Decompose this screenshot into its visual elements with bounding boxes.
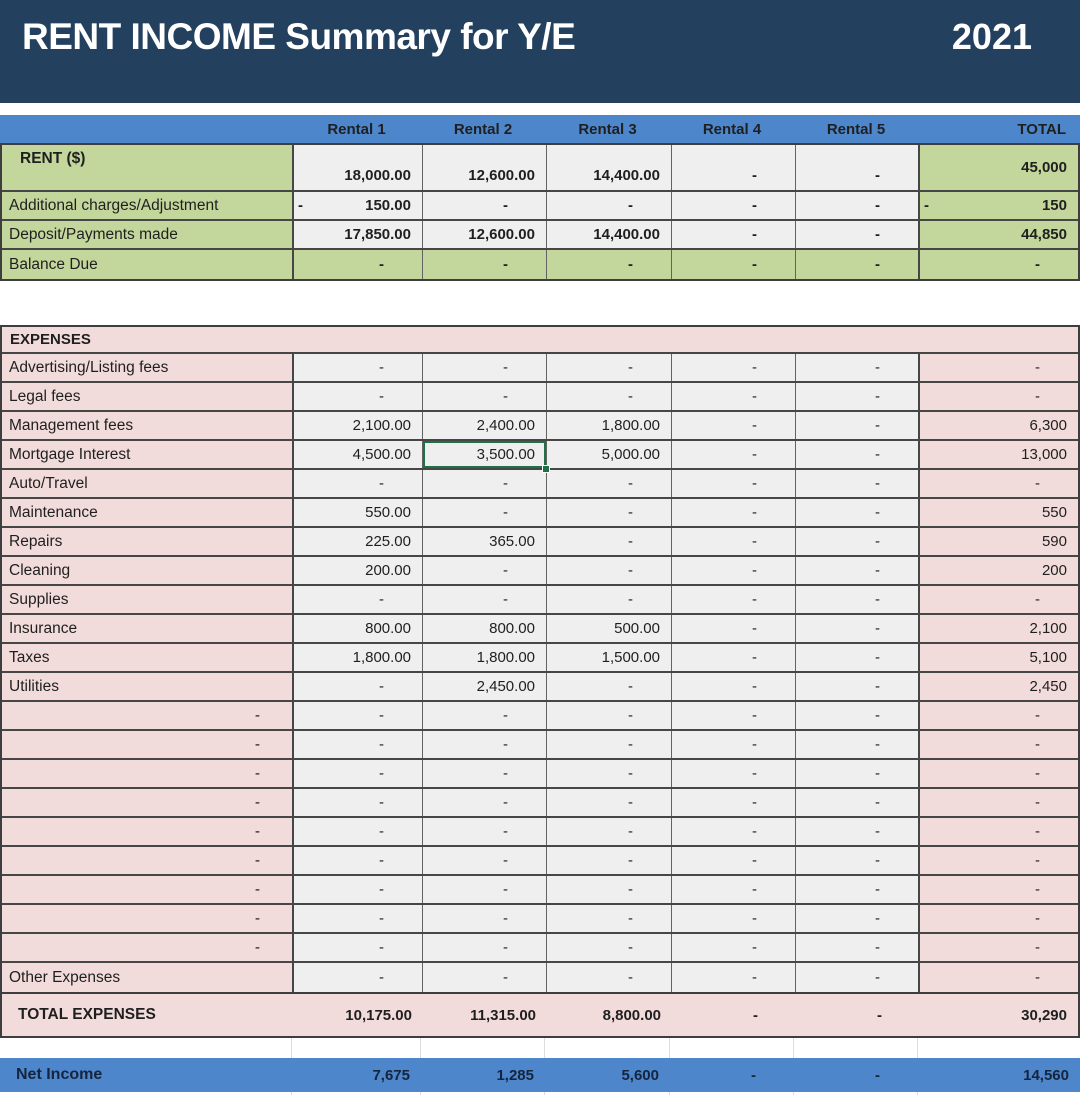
- total-expenses-row: [0, 994, 1080, 1038]
- cell-balance-due-total[interactable]: -: [920, 250, 1078, 279]
- cell-repairs-rental-5[interactable]: -: [796, 528, 920, 555]
- expense-row-blank-18: [2, 847, 1078, 876]
- spacer-cell: [670, 1038, 794, 1058]
- cell-blank-13-rental-4[interactable]: -: [672, 702, 796, 729]
- cell-additional-charges-adjustment-rental-1[interactable]: [294, 192, 423, 219]
- cell-insurance-rental-1[interactable]: 800.00: [294, 615, 423, 642]
- row-label-management-fees[interactable]: Management fees: [2, 412, 294, 439]
- cell-legal-fees-total[interactable]: -: [920, 383, 1078, 410]
- cell-management-fees-rental-4[interactable]: -: [672, 412, 796, 439]
- cell-rent-total[interactable]: 45,000: [920, 145, 1078, 190]
- cell-mortgage-interest-rental-3[interactable]: 5,000.00: [547, 441, 672, 468]
- cell-legal-fees-rental-5[interactable]: -: [796, 383, 920, 410]
- row-label-blank-16[interactable]: -: [2, 789, 294, 816]
- cell-blank-14-rental-1[interactable]: -: [294, 731, 423, 758]
- cell-supplies-rental-2[interactable]: -: [423, 586, 547, 613]
- cell-additional-charges-adjustment-rental-3[interactable]: -: [547, 192, 672, 219]
- row-label-taxes[interactable]: Taxes: [2, 644, 294, 671]
- cell-advertising-listing-fees-rental-3[interactable]: -: [547, 354, 672, 381]
- sheet-title[interactable]: RENT INCOME Summary for Y/E: [22, 16, 576, 57]
- cell-rent-rental-5[interactable]: -: [796, 145, 920, 190]
- spacer-cell: [292, 1038, 421, 1058]
- cell-rent-rental-3[interactable]: 14,400.00: [547, 145, 672, 190]
- cell-blank-20-rental-3[interactable]: -: [547, 905, 672, 932]
- spacer-cell: [918, 1038, 1080, 1058]
- cell-insurance-total[interactable]: 2,100: [920, 615, 1078, 642]
- cell-blank-13-rental-2[interactable]: -: [423, 702, 547, 729]
- cell-blank-13-total[interactable]: -: [920, 702, 1078, 729]
- cell-utilities-rental-3[interactable]: -: [547, 673, 672, 700]
- expense-row-blank-14: [2, 731, 1078, 760]
- cell-blank-21-rental-2[interactable]: -: [423, 934, 547, 961]
- cell-blank-16-rental-1[interactable]: -: [294, 789, 423, 816]
- cell-net-income-rental-4[interactable]: -: [751, 1066, 756, 1084]
- expense-row-blank-17: [2, 818, 1078, 847]
- cell-utilities-rental-4[interactable]: -: [672, 673, 796, 700]
- cell-legal-fees-rental-3[interactable]: -: [547, 383, 672, 410]
- income-table: [0, 143, 1080, 281]
- cell-value: 150: [1041, 197, 1067, 214]
- cell-additional-charges-adjustment-total[interactable]: [920, 192, 1078, 219]
- expense-row-mortgage-interest: [2, 441, 1078, 470]
- cell-utilities-total[interactable]: 2,450: [920, 673, 1078, 700]
- cell-total-expenses-rental-2[interactable]: 11,315.00: [470, 1006, 536, 1024]
- row-label-blank-15[interactable]: -: [2, 760, 294, 787]
- cell-auto-travel-rental-1[interactable]: -: [294, 470, 423, 497]
- row-label-balance-due[interactable]: Balance Due: [2, 250, 294, 279]
- cell-blank-18-total[interactable]: -: [920, 847, 1078, 874]
- cell-management-fees-rental-5[interactable]: -: [796, 412, 920, 439]
- cell-supplies-rental-3[interactable]: -: [547, 586, 672, 613]
- cell-deposit-payments-made-rental-2[interactable]: 12,600.00: [423, 221, 547, 248]
- cell-blank-14-total[interactable]: -: [920, 731, 1078, 758]
- cell-blank-18-rental-3[interactable]: -: [547, 847, 672, 874]
- cell-blank-17-rental-5[interactable]: -: [796, 818, 920, 845]
- spacer-cell: [421, 1038, 545, 1058]
- cell-net-income-rental-3[interactable]: 5,600: [621, 1066, 659, 1084]
- cell-taxes-rental-3[interactable]: 1,500.00: [547, 644, 672, 671]
- expense-row-advertising-listing-fees: [2, 354, 1078, 383]
- cell-auto-travel-rental-4[interactable]: -: [672, 470, 796, 497]
- cell-maintenance-rental-4[interactable]: -: [672, 499, 796, 526]
- cell-maintenance-rental-5[interactable]: -: [796, 499, 920, 526]
- row-label-blank-14[interactable]: -: [2, 731, 294, 758]
- expense-row-other-expenses: [2, 963, 1078, 992]
- cell-blank-18-rental-1[interactable]: -: [294, 847, 423, 874]
- cell-blank-20-rental-5[interactable]: -: [796, 905, 920, 932]
- cell-other-expenses-rental-4[interactable]: -: [672, 963, 796, 992]
- cell-cleaning-rental-3[interactable]: -: [547, 557, 672, 584]
- cell-blank-20-rental-1[interactable]: -: [294, 905, 423, 932]
- cell-blank-15-rental-1[interactable]: -: [294, 760, 423, 787]
- spacer: [0, 103, 1080, 115]
- cell-blank-16-rental-5[interactable]: -: [796, 789, 920, 816]
- cell-cleaning-rental-5[interactable]: -: [796, 557, 920, 584]
- cell-legal-fees-rental-1[interactable]: -: [294, 383, 423, 410]
- cell-blank-14-rental-5[interactable]: -: [796, 731, 920, 758]
- cell-additional-charges-adjustment-rental-5[interactable]: -: [796, 192, 920, 219]
- row-label-total-expenses[interactable]: TOTAL EXPENSES: [18, 1006, 156, 1024]
- cell-net-income-rental-1[interactable]: 7,675: [372, 1066, 410, 1084]
- cell-insurance-rental-2[interactable]: 800.00: [423, 615, 547, 642]
- cell-blank-18-rental-2[interactable]: -: [423, 847, 547, 874]
- cell-total-expenses-rental-4[interactable]: -: [753, 1006, 758, 1024]
- column-header-rental-5[interactable]: Rental 5: [826, 120, 886, 138]
- cell-advertising-listing-fees-rental-2[interactable]: -: [423, 354, 547, 381]
- cell-deposit-payments-made-rental-3[interactable]: 14,400.00: [547, 221, 672, 248]
- cell-cleaning-rental-4[interactable]: -: [672, 557, 796, 584]
- cell-total-expenses-total[interactable]: 30,290: [1021, 1006, 1067, 1024]
- cell-rent-rental-4[interactable]: -: [672, 145, 796, 190]
- row-label-advertising-listing-fees[interactable]: Advertising/Listing fees: [2, 354, 294, 381]
- cell-legal-fees-rental-2[interactable]: -: [423, 383, 547, 410]
- cell-taxes-rental-2[interactable]: 1,800.00: [423, 644, 547, 671]
- cell-blank-18-rental-4[interactable]: -: [672, 847, 796, 874]
- income-row-deposit-payments-made: [2, 221, 1078, 250]
- row-label-repairs[interactable]: Repairs: [2, 528, 294, 555]
- expenses-table: [0, 325, 1080, 994]
- cell-balance-due-rental-4[interactable]: -: [672, 250, 796, 279]
- expenses-section-header[interactable]: EXPENSES: [2, 327, 1078, 354]
- expense-row-blank-16: [2, 789, 1078, 818]
- column-header-row: [0, 115, 1080, 143]
- row-label-rent[interactable]: RENT ($): [2, 145, 294, 190]
- cell-blank-14-rental-2[interactable]: -: [423, 731, 547, 758]
- cell-taxes-total[interactable]: 5,100: [920, 644, 1078, 671]
- cell-repairs-rental-4[interactable]: -: [672, 528, 796, 555]
- cell-balance-due-rental-2[interactable]: -: [423, 250, 547, 279]
- income-row-balance-due: [2, 250, 1078, 279]
- cell-blank-16-rental-3[interactable]: -: [547, 789, 672, 816]
- cell-advertising-listing-fees-total[interactable]: -: [920, 354, 1078, 381]
- cell-blank-19-rental-3[interactable]: -: [547, 876, 672, 903]
- cell-legal-fees-rental-4[interactable]: -: [672, 383, 796, 410]
- row-label-auto-travel[interactable]: Auto/Travel: [2, 470, 294, 497]
- spacer-cell: [545, 1038, 670, 1058]
- corner-cell[interactable]: [0, 115, 292, 143]
- cell-other-expenses-rental-1[interactable]: -: [294, 963, 423, 992]
- row-label-mortgage-interest[interactable]: Mortgage Interest: [2, 441, 294, 468]
- cell-repairs-total[interactable]: 590: [920, 528, 1078, 555]
- cell-taxes-rental-1[interactable]: 1,800.00: [294, 644, 423, 671]
- cell-additional-charges-adjustment-rental-2[interactable]: -: [423, 192, 547, 219]
- cell-balance-due-rental-3[interactable]: -: [547, 250, 672, 279]
- cell-blank-19-rental-2[interactable]: -: [423, 876, 547, 903]
- row-label-deposit-payments-made[interactable]: Deposit/Payments made: [2, 221, 294, 248]
- expense-row-management-fees: [2, 412, 1078, 441]
- cell-blank-15-rental-2[interactable]: -: [423, 760, 547, 787]
- row-label-blank-13[interactable]: -: [2, 702, 294, 729]
- cell-blank-19-total[interactable]: -: [920, 876, 1078, 903]
- expense-row-utilities: [2, 673, 1078, 702]
- row-label-blank-19[interactable]: -: [2, 876, 294, 903]
- cell-blank-16-total[interactable]: -: [920, 789, 1078, 816]
- fill-handle[interactable]: [542, 465, 550, 473]
- cell-utilities-rental-5[interactable]: -: [796, 673, 920, 700]
- cell-other-expenses-total[interactable]: -: [920, 963, 1078, 992]
- expense-row-blank-13: [2, 702, 1078, 731]
- cell-mortgage-interest-rental-1[interactable]: 4,500.00: [294, 441, 423, 468]
- cell-mortgage-interest-rental-4[interactable]: -: [672, 441, 796, 468]
- cell-total-expenses-rental-1[interactable]: 10,175.00: [345, 1006, 412, 1024]
- row-label-legal-fees[interactable]: Legal fees: [2, 383, 294, 410]
- expense-row-repairs: [2, 528, 1078, 557]
- cell-blank-15-total[interactable]: -: [920, 760, 1078, 787]
- cell-supplies-rental-5[interactable]: -: [796, 586, 920, 613]
- spacer-cell: [794, 1038, 918, 1058]
- cell-blank-14-rental-3[interactable]: -: [547, 731, 672, 758]
- cell-mortgage-interest-total[interactable]: 13,000: [920, 441, 1078, 468]
- row-label-blank-18[interactable]: -: [2, 847, 294, 874]
- cell-cleaning-rental-2[interactable]: -: [423, 557, 547, 584]
- spacer: [0, 281, 1080, 325]
- cell-rent-rental-2[interactable]: 12,600.00: [423, 145, 547, 190]
- cell-net-income-rental-5[interactable]: -: [875, 1066, 880, 1084]
- spacer-row: [0, 1038, 1080, 1058]
- cell-total-expenses-rental-5[interactable]: -: [877, 1006, 882, 1024]
- cell-blank-21-rental-5[interactable]: -: [796, 934, 920, 961]
- cell-other-expenses-rental-5[interactable]: -: [796, 963, 920, 992]
- title-bar: [0, 0, 1080, 103]
- cell-advertising-listing-fees-rental-5[interactable]: -: [796, 354, 920, 381]
- minus-sign: -: [924, 197, 929, 214]
- cell-supplies-total[interactable]: -: [920, 586, 1078, 613]
- cell-blank-15-rental-5[interactable]: -: [796, 760, 920, 787]
- row-label-blank-21[interactable]: -: [2, 934, 294, 961]
- cell-deposit-payments-made-rental-1[interactable]: 17,850.00: [294, 221, 423, 248]
- cell-deposit-payments-made-rental-4[interactable]: -: [672, 221, 796, 248]
- cell-blank-17-rental-4[interactable]: -: [672, 818, 796, 845]
- net-income-row: [0, 1058, 1080, 1092]
- cell-supplies-rental-1[interactable]: -: [294, 586, 423, 613]
- cell-auto-travel-rental-2[interactable]: -: [423, 470, 547, 497]
- row-label-additional-charges-adjustment[interactable]: Additional charges/Adjustment: [2, 192, 294, 219]
- expense-row-blank-20: [2, 905, 1078, 934]
- expense-row-taxes: [2, 644, 1078, 673]
- cell-blank-21-rental-4[interactable]: -: [672, 934, 796, 961]
- cell-management-fees-total[interactable]: 6,300: [920, 412, 1078, 439]
- column-header-total[interactable]: TOTAL: [1017, 120, 1066, 138]
- cell-blank-18-rental-5[interactable]: -: [796, 847, 920, 874]
- cell-blank-17-rental-1[interactable]: -: [294, 818, 423, 845]
- expense-row-blank-19: [2, 876, 1078, 905]
- cell-maintenance-rental-3[interactable]: -: [547, 499, 672, 526]
- cell-blank-19-rental-4[interactable]: -: [672, 876, 796, 903]
- spacer-cell: [0, 1038, 292, 1058]
- expense-row-legal-fees: [2, 383, 1078, 412]
- cell-repairs-rental-3[interactable]: -: [547, 528, 672, 555]
- row-label-net-income[interactable]: Net Income: [16, 1066, 103, 1083]
- cell-utilities-rental-1[interactable]: -: [294, 673, 423, 700]
- row-label-supplies[interactable]: Supplies: [2, 586, 294, 613]
- cell-net-income-total[interactable]: 14,560: [1023, 1066, 1069, 1084]
- cell-blank-19-rental-1[interactable]: -: [294, 876, 423, 903]
- cell-repairs-rental-1[interactable]: 225.00: [294, 528, 423, 555]
- cell-insurance-rental-4[interactable]: -: [672, 615, 796, 642]
- column-header-rental-3[interactable]: Rental 3: [578, 120, 637, 138]
- expense-row-blank-21: [2, 934, 1078, 963]
- cell-blank-13-rental-3[interactable]: -: [547, 702, 672, 729]
- cell-blank-21-rental-1[interactable]: -: [294, 934, 423, 961]
- cell-blank-17-rental-2[interactable]: -: [423, 818, 547, 845]
- cell-auto-travel-total[interactable]: -: [920, 470, 1078, 497]
- cell-blank-17-total[interactable]: -: [920, 818, 1078, 845]
- expense-row-cleaning: [2, 557, 1078, 586]
- row-label-cleaning[interactable]: Cleaning: [2, 557, 294, 584]
- cell-blank-20-rental-2[interactable]: -: [423, 905, 547, 932]
- cell-deposit-payments-made-total[interactable]: 44,850: [920, 221, 1078, 248]
- cell-blank-16-rental-4[interactable]: -: [672, 789, 796, 816]
- cell-maintenance-total[interactable]: 550: [920, 499, 1078, 526]
- cell-deposit-payments-made-rental-5[interactable]: -: [796, 221, 920, 248]
- expense-row-auto-travel: [2, 470, 1078, 499]
- cell-auto-travel-rental-3[interactable]: -: [547, 470, 672, 497]
- cell-supplies-rental-4[interactable]: -: [672, 586, 796, 613]
- cell-value: 150.00: [365, 197, 411, 214]
- cell-other-expenses-rental-2[interactable]: -: [423, 963, 547, 992]
- cell-blank-15-rental-3[interactable]: -: [547, 760, 672, 787]
- cell-other-expenses-rental-3[interactable]: -: [547, 963, 672, 992]
- cell-blank-20-rental-4[interactable]: -: [672, 905, 796, 932]
- row-label-insurance[interactable]: Insurance: [2, 615, 294, 642]
- cell-additional-charges-adjustment-rental-4[interactable]: -: [672, 192, 796, 219]
- row-label-utilities[interactable]: Utilities: [2, 673, 294, 700]
- cell-management-fees-rental-3[interactable]: 1,800.00: [547, 412, 672, 439]
- cell-management-fees-rental-2[interactable]: 2,400.00: [423, 412, 547, 439]
- column-header-rental-1[interactable]: Rental 1: [327, 120, 386, 138]
- cell-advertising-listing-fees-rental-4[interactable]: -: [672, 354, 796, 381]
- cell-blank-15-rental-4[interactable]: -: [672, 760, 796, 787]
- cell-maintenance-rental-1[interactable]: 550.00: [294, 499, 423, 526]
- year-cell[interactable]: 2021: [951, 16, 1032, 57]
- cell-rent-rental-1[interactable]: 18,000.00: [294, 145, 423, 190]
- cell-auto-travel-rental-5[interactable]: -: [796, 470, 920, 497]
- minus-sign: -: [298, 197, 303, 214]
- cell-management-fees-rental-1[interactable]: 2,100.00: [294, 412, 423, 439]
- row-label-other-expenses[interactable]: Other Expenses: [2, 963, 294, 992]
- income-row-rent: [2, 145, 1078, 192]
- row-label-blank-17[interactable]: -: [2, 818, 294, 845]
- expense-row-supplies: [2, 586, 1078, 615]
- expense-row-maintenance: [2, 499, 1078, 528]
- cell-cleaning-total[interactable]: 200: [920, 557, 1078, 584]
- income-row-additional-charges-adjustment: [2, 192, 1078, 221]
- cell-blank-21-rental-3[interactable]: -: [547, 934, 672, 961]
- expense-row-insurance: [2, 615, 1078, 644]
- cell-balance-due-rental-1[interactable]: -: [294, 250, 423, 279]
- cell-blank-17-rental-3[interactable]: -: [547, 818, 672, 845]
- cell-mortgage-interest-rental-2[interactable]: 3,500.00: [423, 441, 547, 468]
- row-label-maintenance[interactable]: Maintenance: [2, 499, 294, 526]
- cell-balance-due-rental-5[interactable]: -: [796, 250, 920, 279]
- cell-cleaning-rental-1[interactable]: 200.00: [294, 557, 423, 584]
- cell-advertising-listing-fees-rental-1[interactable]: -: [294, 354, 423, 381]
- cell-utilities-rental-2[interactable]: 2,450.00: [423, 673, 547, 700]
- cell-maintenance-rental-2[interactable]: -: [423, 499, 547, 526]
- expense-row-blank-15: [2, 760, 1078, 789]
- cell-blank-21-total[interactable]: -: [920, 934, 1078, 961]
- cell-blank-13-rental-5[interactable]: -: [796, 702, 920, 729]
- cell-repairs-rental-2[interactable]: 365.00: [423, 528, 547, 555]
- cell-blank-20-total[interactable]: -: [920, 905, 1078, 932]
- cell-blank-14-rental-4[interactable]: -: [672, 731, 796, 758]
- column-header-rental-2[interactable]: Rental 2: [453, 120, 513, 138]
- cell-total-expenses-rental-3[interactable]: 8,800.00: [602, 1006, 661, 1024]
- column-header-rental-4[interactable]: Rental 4: [702, 120, 762, 138]
- cell-blank-19-rental-5[interactable]: -: [796, 876, 920, 903]
- cell-blank-16-rental-2[interactable]: -: [423, 789, 547, 816]
- cell-taxes-rental-4[interactable]: -: [672, 644, 796, 671]
- cell-insurance-rental-5[interactable]: -: [796, 615, 920, 642]
- cell-mortgage-interest-rental-5[interactable]: -: [796, 441, 920, 468]
- cell-blank-13-rental-1[interactable]: -: [294, 702, 423, 729]
- cell-net-income-rental-2[interactable]: 1,285: [496, 1066, 534, 1084]
- cell-taxes-rental-5[interactable]: -: [796, 644, 920, 671]
- row-label-blank-20[interactable]: -: [2, 905, 294, 932]
- cell-insurance-rental-3[interactable]: 500.00: [547, 615, 672, 642]
